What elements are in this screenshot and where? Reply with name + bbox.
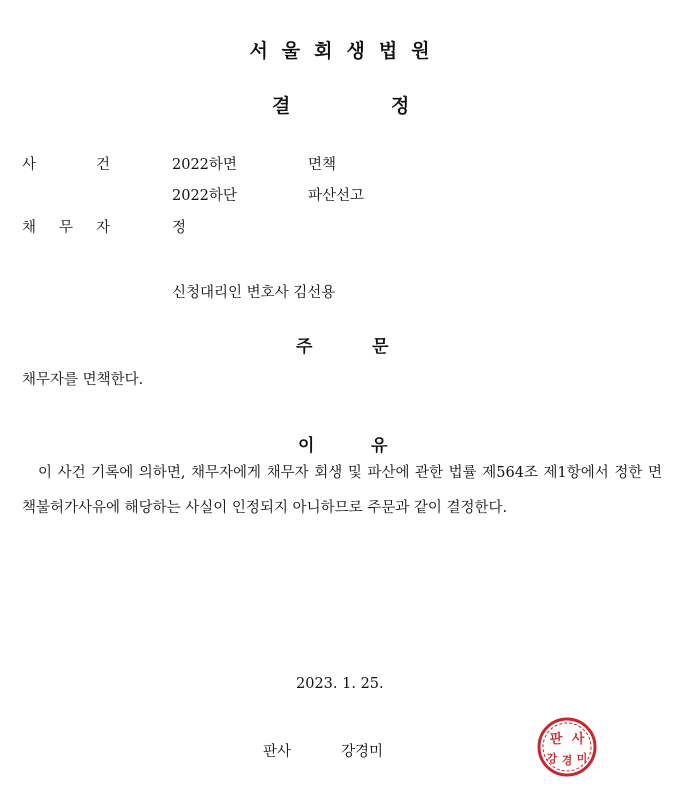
- order-heading-left: 주: [296, 337, 313, 357]
- case-number: 2022하단: [172, 188, 237, 204]
- document-title-right: 정: [391, 95, 410, 117]
- judge-seal: [536, 716, 598, 778]
- document-title-left: 결: [272, 95, 291, 117]
- case-type: 파산선고: [308, 188, 365, 204]
- court-name: 서울회생법원: [249, 40, 444, 62]
- case-label: [22, 153, 110, 174]
- case-label-char: 건: [95, 157, 110, 173]
- debtor-label-char: 채: [22, 220, 37, 236]
- seal-char: 미: [576, 752, 588, 765]
- reason-text: 이 사건 기록에 의하면, 채무자에게 채무자 회생 및 파산에 관한 법률 제564조 제1항에서 정한 면책불허가사유에 해당하는 사실이 인정되지 아니하므로 주문과 같이 결정한다.: [22, 465, 662, 516]
- case-number: 2022하면: [172, 157, 237, 173]
- debtor-label: [22, 216, 110, 237]
- seal-char: 경: [561, 754, 573, 767]
- order-text: 채무자를 면책한다.: [22, 372, 144, 388]
- reason-heading-right: 유: [371, 436, 388, 456]
- debtor-label-char: 자: [95, 220, 110, 236]
- decision-date: 2023. 1. 25.: [296, 676, 384, 692]
- seal-char: 강: [546, 752, 558, 765]
- seal-char: 판: [549, 732, 563, 747]
- case-label-char: 사: [22, 157, 37, 173]
- judge-name: 강경미: [341, 744, 384, 760]
- order-heading-right: 문: [372, 337, 389, 357]
- case-type: 면책: [308, 157, 337, 173]
- seal-char: 사: [571, 732, 585, 747]
- applicant-agent: 신청대리인 변호사 김선용: [172, 285, 336, 301]
- debtor-name: 정: [172, 220, 187, 236]
- debtor-label-char: 무: [58, 220, 73, 236]
- reason-heading-left: 이: [298, 436, 315, 456]
- judge-title: 판사: [263, 744, 292, 760]
